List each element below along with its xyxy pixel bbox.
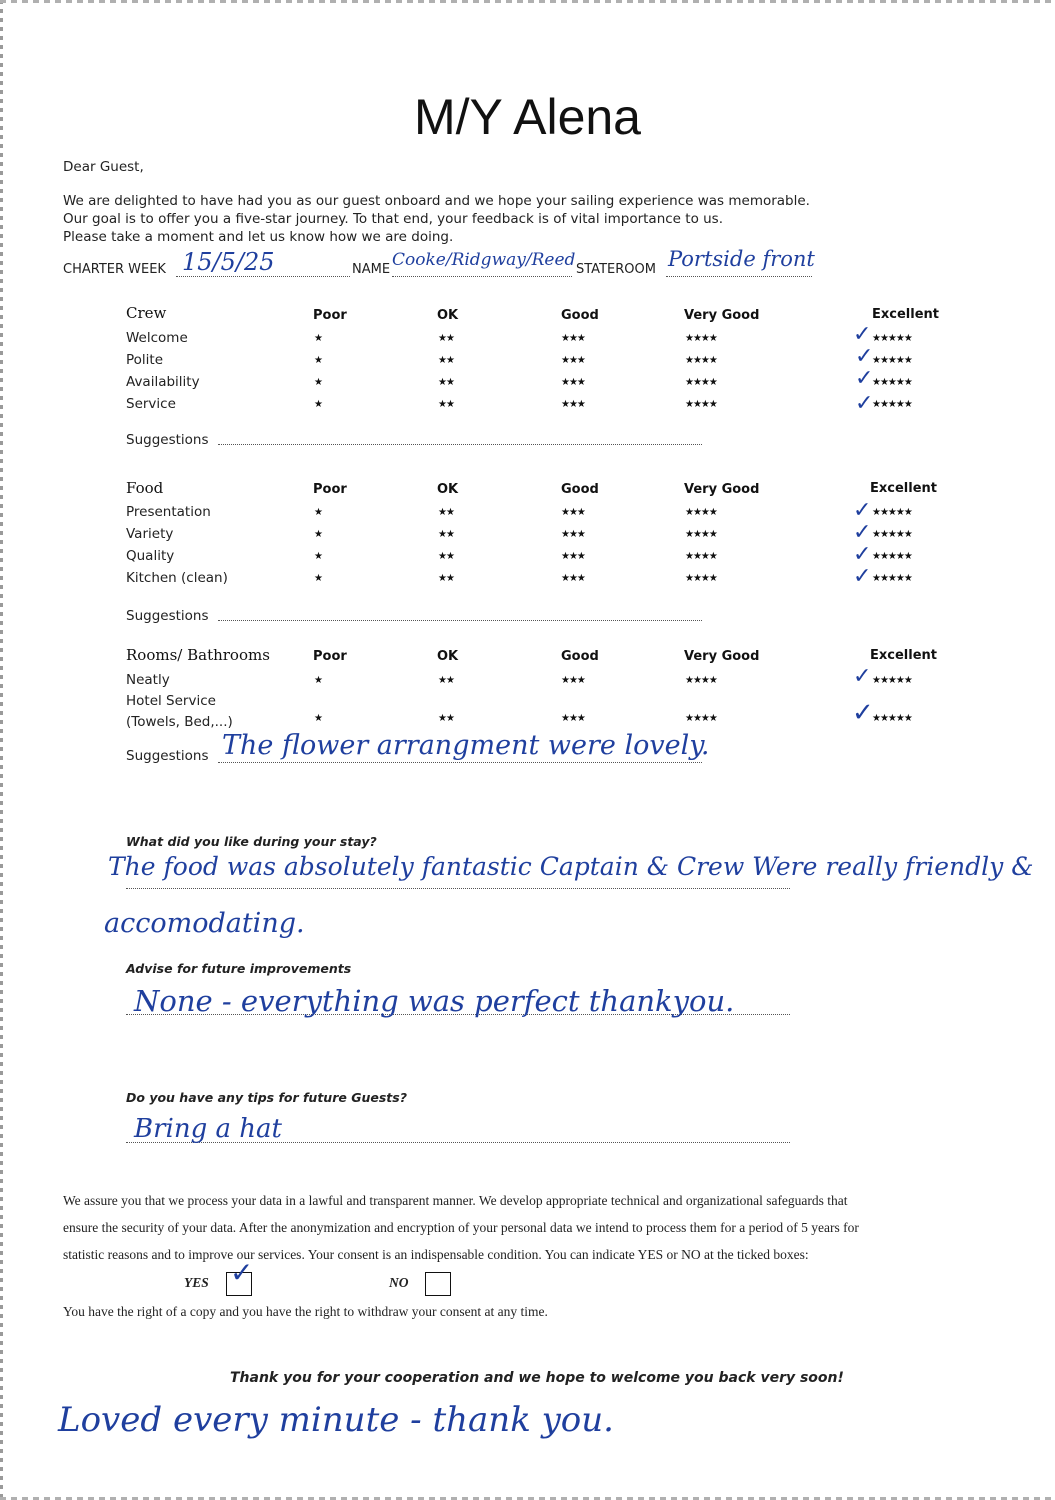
row-label-hotel-service: Hotel Service (Towels, Bed,...): [126, 693, 233, 730]
col-header-excellent: Excellent: [870, 648, 937, 663]
col-header-excellent: Excellent: [870, 481, 937, 496]
col-header-poor: Poor: [313, 482, 347, 497]
star-icon[interactable]: ★★★★★: [872, 333, 912, 344]
col-header-excellent: Excellent: [872, 307, 939, 322]
star-icon[interactable]: ★: [314, 377, 322, 388]
star-icon[interactable]: ★★★★★: [872, 675, 912, 686]
handwritten-signoff: Loved every minute - thank you.: [58, 1400, 614, 1440]
row-label-presentation: Presentation: [126, 504, 211, 520]
suggestions-label-crew: Suggestions: [126, 432, 209, 448]
star-icon[interactable]: ★★: [438, 399, 454, 410]
question-improvements-label: Advise for future improvements: [126, 961, 352, 976]
star-icon[interactable]: ★★★★★: [872, 713, 912, 724]
star-icon[interactable]: ★★★★: [685, 399, 717, 410]
answer-tips[interactable]: Bring a hat: [134, 1114, 282, 1144]
answer-line-like-1: [126, 888, 790, 889]
star-icon[interactable]: ★★: [438, 529, 454, 540]
check-mark-icon: ✓: [853, 564, 872, 589]
star-icon[interactable]: ★★: [438, 333, 454, 344]
legal-line-3: statistic reasons and to improve our services. Your consent is an indispensable condition. You can indicate YES or NO at the ticked boxes:: [63, 1247, 809, 1262]
star-icon[interactable]: ★★★★★: [872, 507, 912, 518]
check-mark-icon: ✓: [230, 1256, 254, 1289]
star-icon[interactable]: ★★: [438, 713, 454, 724]
star-icon[interactable]: ★★★: [561, 675, 585, 686]
star-icon[interactable]: ★: [314, 333, 322, 344]
star-icon[interactable]: ★★★★★: [872, 573, 912, 584]
answer-like-line-1[interactable]: The food was absolutely fantastic Captain & Crew Were really friendly &: [108, 852, 1034, 881]
star-icon[interactable]: ★★★: [561, 377, 585, 388]
star-icon[interactable]: ★★★★: [685, 355, 717, 366]
star-icon[interactable]: ★★★: [561, 399, 585, 410]
row-label-welcome: Welcome: [126, 330, 188, 346]
answer-improvements[interactable]: None - everything was perfect thankyou.: [134, 984, 735, 1018]
consent-yes-label: YES: [184, 1275, 209, 1290]
question-like-label: What did you like during your stay?: [126, 834, 377, 849]
legal-line-1: We assure you that we process your data in a lawful and transparent manner. We develop appropriate technical and organizational safeguards that: [63, 1193, 848, 1208]
col-header-good: Good: [561, 308, 599, 323]
answer-like-line-2[interactable]: accomodating.: [104, 908, 305, 939]
consent-no-checkbox[interactable]: [425, 1272, 451, 1296]
star-icon[interactable]: ★★★★★: [872, 377, 912, 388]
star-icon[interactable]: ★: [314, 529, 322, 540]
star-icon[interactable]: ★★★★★: [872, 529, 912, 540]
check-mark-icon: ✓: [852, 698, 874, 728]
check-mark-icon: ✓: [853, 498, 872, 523]
star-icon[interactable]: ★: [314, 399, 322, 410]
check-mark-icon: ✓: [853, 520, 872, 545]
star-icon[interactable]: ★: [314, 573, 322, 584]
star-icon[interactable]: ★★★★: [685, 573, 717, 584]
star-icon[interactable]: ★: [314, 713, 322, 724]
star-icon[interactable]: ★★★★: [685, 507, 717, 518]
charter-week-label: CHARTER WEEK: [63, 262, 166, 277]
section-title-crew: Crew: [126, 304, 167, 322]
section-title-rooms: Rooms/ Bathrooms: [126, 646, 270, 664]
star-icon[interactable]: ★★: [438, 355, 454, 366]
star-icon[interactable]: ★★★★: [685, 675, 717, 686]
section-title-food: Food: [126, 479, 164, 497]
stateroom-label: STATEROOM: [576, 262, 656, 277]
suggestions-line-food[interactable]: [218, 620, 702, 621]
name-label: NAME: [352, 262, 391, 277]
closing-message: Thank you for your cooperation and we hope to welcome you back very soon!: [230, 1370, 844, 1386]
legal-line-2: ensure the security of your data. After the anonymization and encryption of your personal data we intend to process them for a period of 5 years for: [63, 1220, 859, 1235]
scan-edge-left: [0, 0, 3, 1500]
row-label-availability: Availability: [126, 374, 200, 390]
charter-week-line: [176, 276, 350, 277]
star-icon[interactable]: ★★★: [561, 333, 585, 344]
star-icon[interactable]: ★★★: [561, 713, 585, 724]
star-icon[interactable]: ★★★: [561, 529, 585, 540]
star-icon[interactable]: ★★★★★: [872, 551, 912, 562]
row-label-polite: Polite: [126, 352, 164, 368]
intro-line-3: Please take a moment and let us know how we are doing.: [63, 229, 454, 245]
check-mark-icon: ✓: [853, 542, 872, 567]
suggestions-line-rooms[interactable]: [218, 762, 702, 763]
suggestions-value-rooms[interactable]: The flower arrangment were lovely.: [222, 730, 710, 761]
star-icon[interactable]: ★: [314, 355, 322, 366]
col-header-ok: OK: [437, 482, 459, 497]
check-mark-icon: ✓: [853, 664, 872, 689]
star-icon[interactable]: ★★★★: [685, 333, 717, 344]
star-icon[interactable]: ★★: [438, 507, 454, 518]
row-label-quality: Quality: [126, 548, 175, 564]
question-tips-label: Do you have any tips for future Guests?: [126, 1090, 407, 1105]
col-header-very-good: Very Good: [684, 649, 760, 664]
intro-line-2: Our goal is to offer you a five-star journey. To that end, your feedback is of vital importance to us.: [63, 211, 724, 227]
check-mark-icon: ✓: [855, 366, 874, 391]
intro-line-1: We are delighted to have had you as our guest onboard and we hope your sailing experience was memorable.: [63, 193, 810, 209]
star-icon[interactable]: ★★★★: [685, 713, 717, 724]
consent-no-label: NO: [389, 1275, 409, 1290]
col-header-good: Good: [561, 649, 599, 664]
star-icon[interactable]: ★★★★: [685, 529, 717, 540]
star-icon[interactable]: ★★★★★: [872, 355, 912, 366]
star-icon[interactable]: ★★★★: [685, 551, 717, 562]
scan-edge-top: [0, 0, 1055, 3]
star-icon[interactable]: ★: [314, 551, 322, 562]
check-mark-icon: ✓: [855, 391, 874, 416]
name-line: [392, 276, 572, 277]
star-icon[interactable]: ★★★: [561, 573, 585, 584]
col-header-good: Good: [561, 482, 599, 497]
col-header-ok: OK: [437, 649, 459, 664]
stateroom-line: [666, 276, 812, 277]
greeting: Dear Guest,: [63, 159, 144, 175]
suggestions-line-crew[interactable]: [218, 444, 702, 445]
col-header-poor: Poor: [313, 308, 347, 323]
check-mark-icon: ✓: [853, 322, 872, 347]
check-mark-icon: ✓: [855, 344, 874, 369]
star-icon[interactable]: ★★★: [561, 355, 585, 366]
name-value[interactable]: Cooke/Ridgway/Reed: [392, 250, 576, 270]
stateroom-value[interactable]: Portside front: [668, 247, 815, 271]
star-icon[interactable]: ★★: [438, 675, 454, 686]
row-label-kitchen: Kitchen (clean): [126, 570, 228, 586]
star-icon[interactable]: ★★★: [561, 551, 585, 562]
charter-week-value[interactable]: 15/5/25: [182, 248, 275, 276]
row-label-variety: Variety: [126, 526, 174, 542]
col-header-ok: OK: [437, 308, 459, 323]
col-header-poor: Poor: [313, 649, 347, 664]
star-icon[interactable]: ★: [314, 507, 322, 518]
star-icon[interactable]: ★★★★★: [872, 399, 912, 410]
star-icon[interactable]: ★★★: [561, 507, 585, 518]
row-label-neatly: Neatly: [126, 672, 170, 688]
legal-rights: You have the right of a copy and you have the right to withdraw your consent at any time.: [63, 1304, 548, 1319]
suggestions-label-rooms: Suggestions: [126, 748, 209, 764]
suggestions-label-food: Suggestions: [126, 608, 209, 624]
star-icon[interactable]: ★★: [438, 377, 454, 388]
star-icon[interactable]: ★★★★: [685, 377, 717, 388]
star-icon[interactable]: ★★: [438, 551, 454, 562]
page-title: M/Y Alena: [413, 89, 641, 145]
star-icon[interactable]: ★: [314, 675, 322, 686]
col-header-very-good: Very Good: [684, 308, 760, 323]
star-icon[interactable]: ★★: [438, 573, 454, 584]
row-label-service: Service: [126, 396, 176, 412]
col-header-very-good: Very Good: [684, 482, 760, 497]
